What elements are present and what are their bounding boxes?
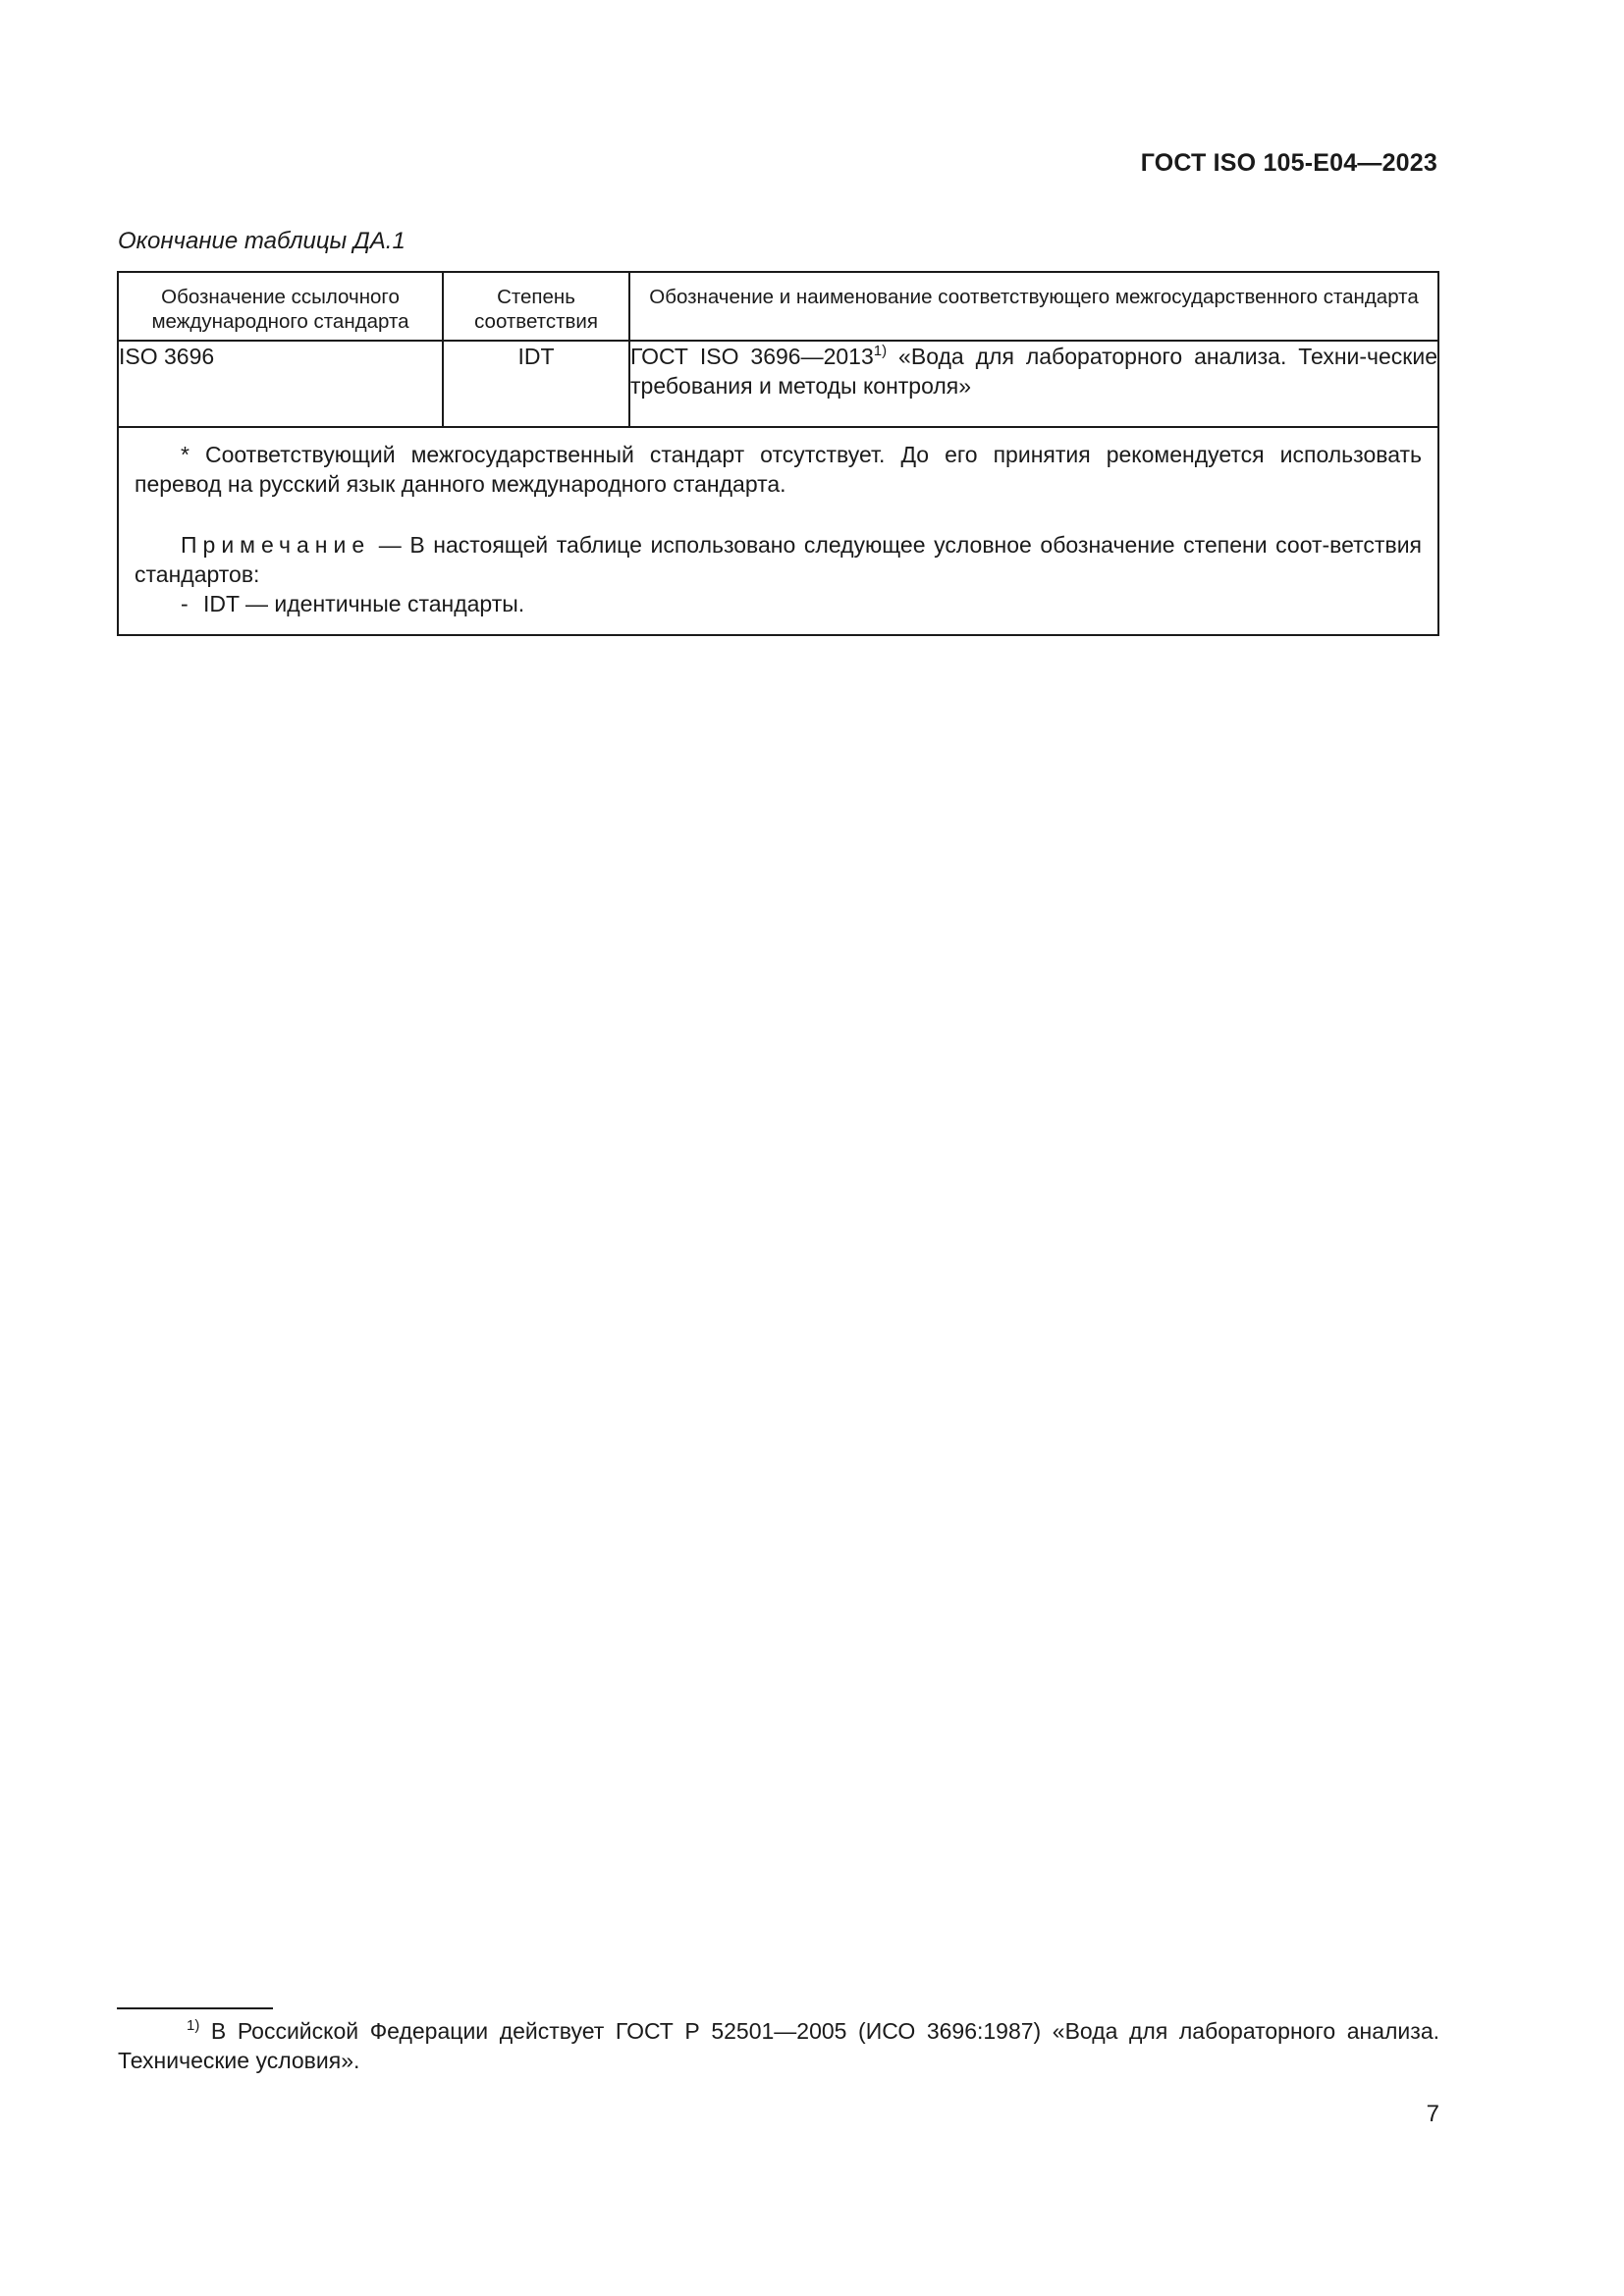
document-code-header: ГОСТ ISO 105-E04—2023 [1140, 149, 1437, 177]
list-item [135, 589, 1422, 618]
page-number: 7 [1426, 2101, 1439, 2127]
footnote-separator [117, 2007, 273, 2009]
footnote-mark: 1) [187, 2017, 200, 2034]
note-text: — В настоящей таблице использовано следующее условное обозначение степени соот-ветствия стандартов: [135, 532, 1422, 587]
list-item-text: IDT — идентичные стандарты. [203, 591, 525, 616]
asterisk-note: * Соответствующий межгосударственный стандарт отсутствует. До его принятия рекомендуется использовать перевод на русский язык данного международного стандарта. [135, 442, 1422, 497]
column-header-degree: Степень соответствия [443, 272, 629, 341]
interstate-title: «Вода для лабораторного анализа. Техни-ческие требования и методы контроля» [630, 344, 1438, 399]
table-notes-row [118, 427, 1438, 635]
table-caption: Окончание таблицы ДА.1 [118, 228, 406, 254]
footnote [118, 2016, 1439, 2075]
note-paragraph [135, 530, 1422, 589]
table-header-row [118, 272, 1438, 341]
column-header-ref-standard: Обозначение ссылочного международного стандарта [118, 272, 443, 341]
cell-degree: IDT [443, 341, 629, 427]
table-row [118, 341, 1438, 427]
footnote-text: В Российской Федерации действует ГОСТ Р 52501—2005 (ИСО 3696:1987) «Вода для лабораторного анализа. Технические условия». [118, 2018, 1439, 2073]
cell-interstate-standard [629, 341, 1438, 427]
table-notes-cell [118, 427, 1438, 635]
cell-ref-standard: ISO 3696 [118, 341, 443, 427]
interstate-code: ГОСТ ISO 3696—2013 [630, 344, 874, 369]
reference-standards-table [117, 271, 1439, 636]
note-label: Примечание [181, 532, 371, 558]
column-header-interstate-standard: Обозначение и наименование соответствующего межгосударственного стандарта [629, 272, 1438, 341]
list-dash: - [181, 591, 189, 616]
footnote-reference: 1) [873, 343, 888, 359]
